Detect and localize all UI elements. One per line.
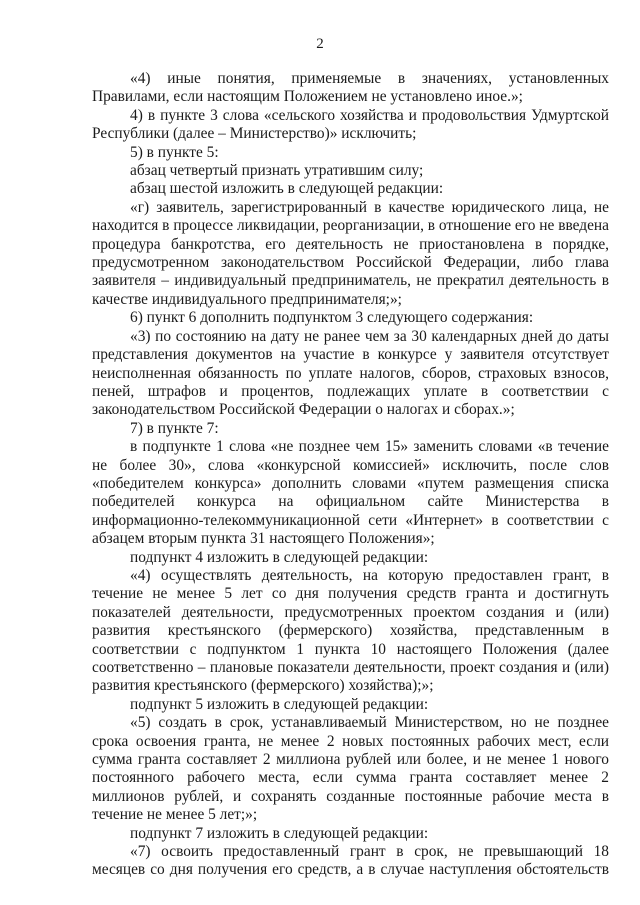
- paragraph: 5) в пункте 5:: [130, 143, 219, 161]
- paragraph: подпункт 4 изложить в следующей редакции:: [130, 548, 429, 566]
- paragraph: «г) заявитель, зарегистрированный в качестве юридического лица, не находится в процессе ликвидации, реорганизации, в отношение его не введена процедура банкротства, его деятельность не приостановлена в порядке, предусмотренном законодательством Российской Федерации, либо глава заявителя – индивидуальный предприниматель, не прекратил деятельность в качестве индивидуального предпринимателя;»;: [92, 198, 609, 308]
- paragraph: «7) освоить предоставленный грант в срок, не превышающий 18 месяцев со дня получения его средств, а в случае наступления обстоятельств: [92, 843, 609, 879]
- document-body: [92, 70, 609, 880]
- page-number: 2: [316, 36, 324, 52]
- paragraph: 4) в пункте 3 слова «сельского хозяйства и продовольствия Удмуртской Республики (далее – Министерство)» исключить;: [92, 106, 609, 143]
- paragraph: «4) иные понятия, применяемые в значениях, установленных Правилами, если настоящим Положением не установлено иное.»;: [92, 70, 609, 106]
- paragraph: подпункт 5 изложить в следующей редакции:: [130, 695, 429, 713]
- paragraph: абзац шестой изложить в следующей редакции:: [130, 180, 444, 198]
- paragraph: «5) создать в срок, устанавливаемый Министерством, но не позднее срока освоения гранта, не менее 2 новых постоянных рабочих мест, если сумма гранта составляет 2 миллиона рублей или более, и не менее 1 нового постоянного рабочего места, если сумма гранта составляет менее 2 миллионов рублей, и сохранять созданные постоянные рабочие места в течение не менее 5 лет;»;: [92, 714, 609, 824]
- paragraph: абзац четвертый признать утратившим силу;: [130, 162, 424, 180]
- paragraph: 7) в пункте 7:: [130, 419, 219, 437]
- paragraph: 6) пункт 6 дополнить подпунктом 3 следующего содержания:: [130, 309, 534, 327]
- paragraph: «4) осуществлять деятельность, на которую предоставлен грант, в течение не менее 5 лет со дня получения средств гранта и достигнуть показателей деятельности, предусмотренных проектом создания и (или) развития крестьянского (фермерского) хозяйства, представленным в соответствии с подпунктом 1 пункта 10 настоящего Положения (далее соответственно – плановые показатели деятельности, проект создания и (или) развития крестьянского (фермерского) хозяйства);»;: [92, 566, 609, 695]
- paragraph: в подпункте 1 слова «не позднее чем 15» заменить словами «в течение не более 30», слова «конкурсной комиссией» исключить, после слов «победителем конкурса» дополнить словами «путем размещения списка победителей конкурса на официальном сайте Министерства в информационно-телекоммуникационной сети «Интернет» в соответствии с абзацем вторым пункта 31 настоящего Положения»;: [92, 438, 609, 548]
- paragraph: подпункт 7 изложить в следующей редакции:: [130, 824, 429, 842]
- paragraph: «3) по состоянию на дату не ранее чем за 30 календарных дней до даты представления документов на участие в конкурсе у заявителя отсутствует неисполненная обязанность по уплате налогов, сборов, страховых взносов, пеней, штрафов и процентов, подлежащих уплате в соответствии с законодательством Российской Федерации о налогах и сборах.»;: [92, 327, 609, 419]
